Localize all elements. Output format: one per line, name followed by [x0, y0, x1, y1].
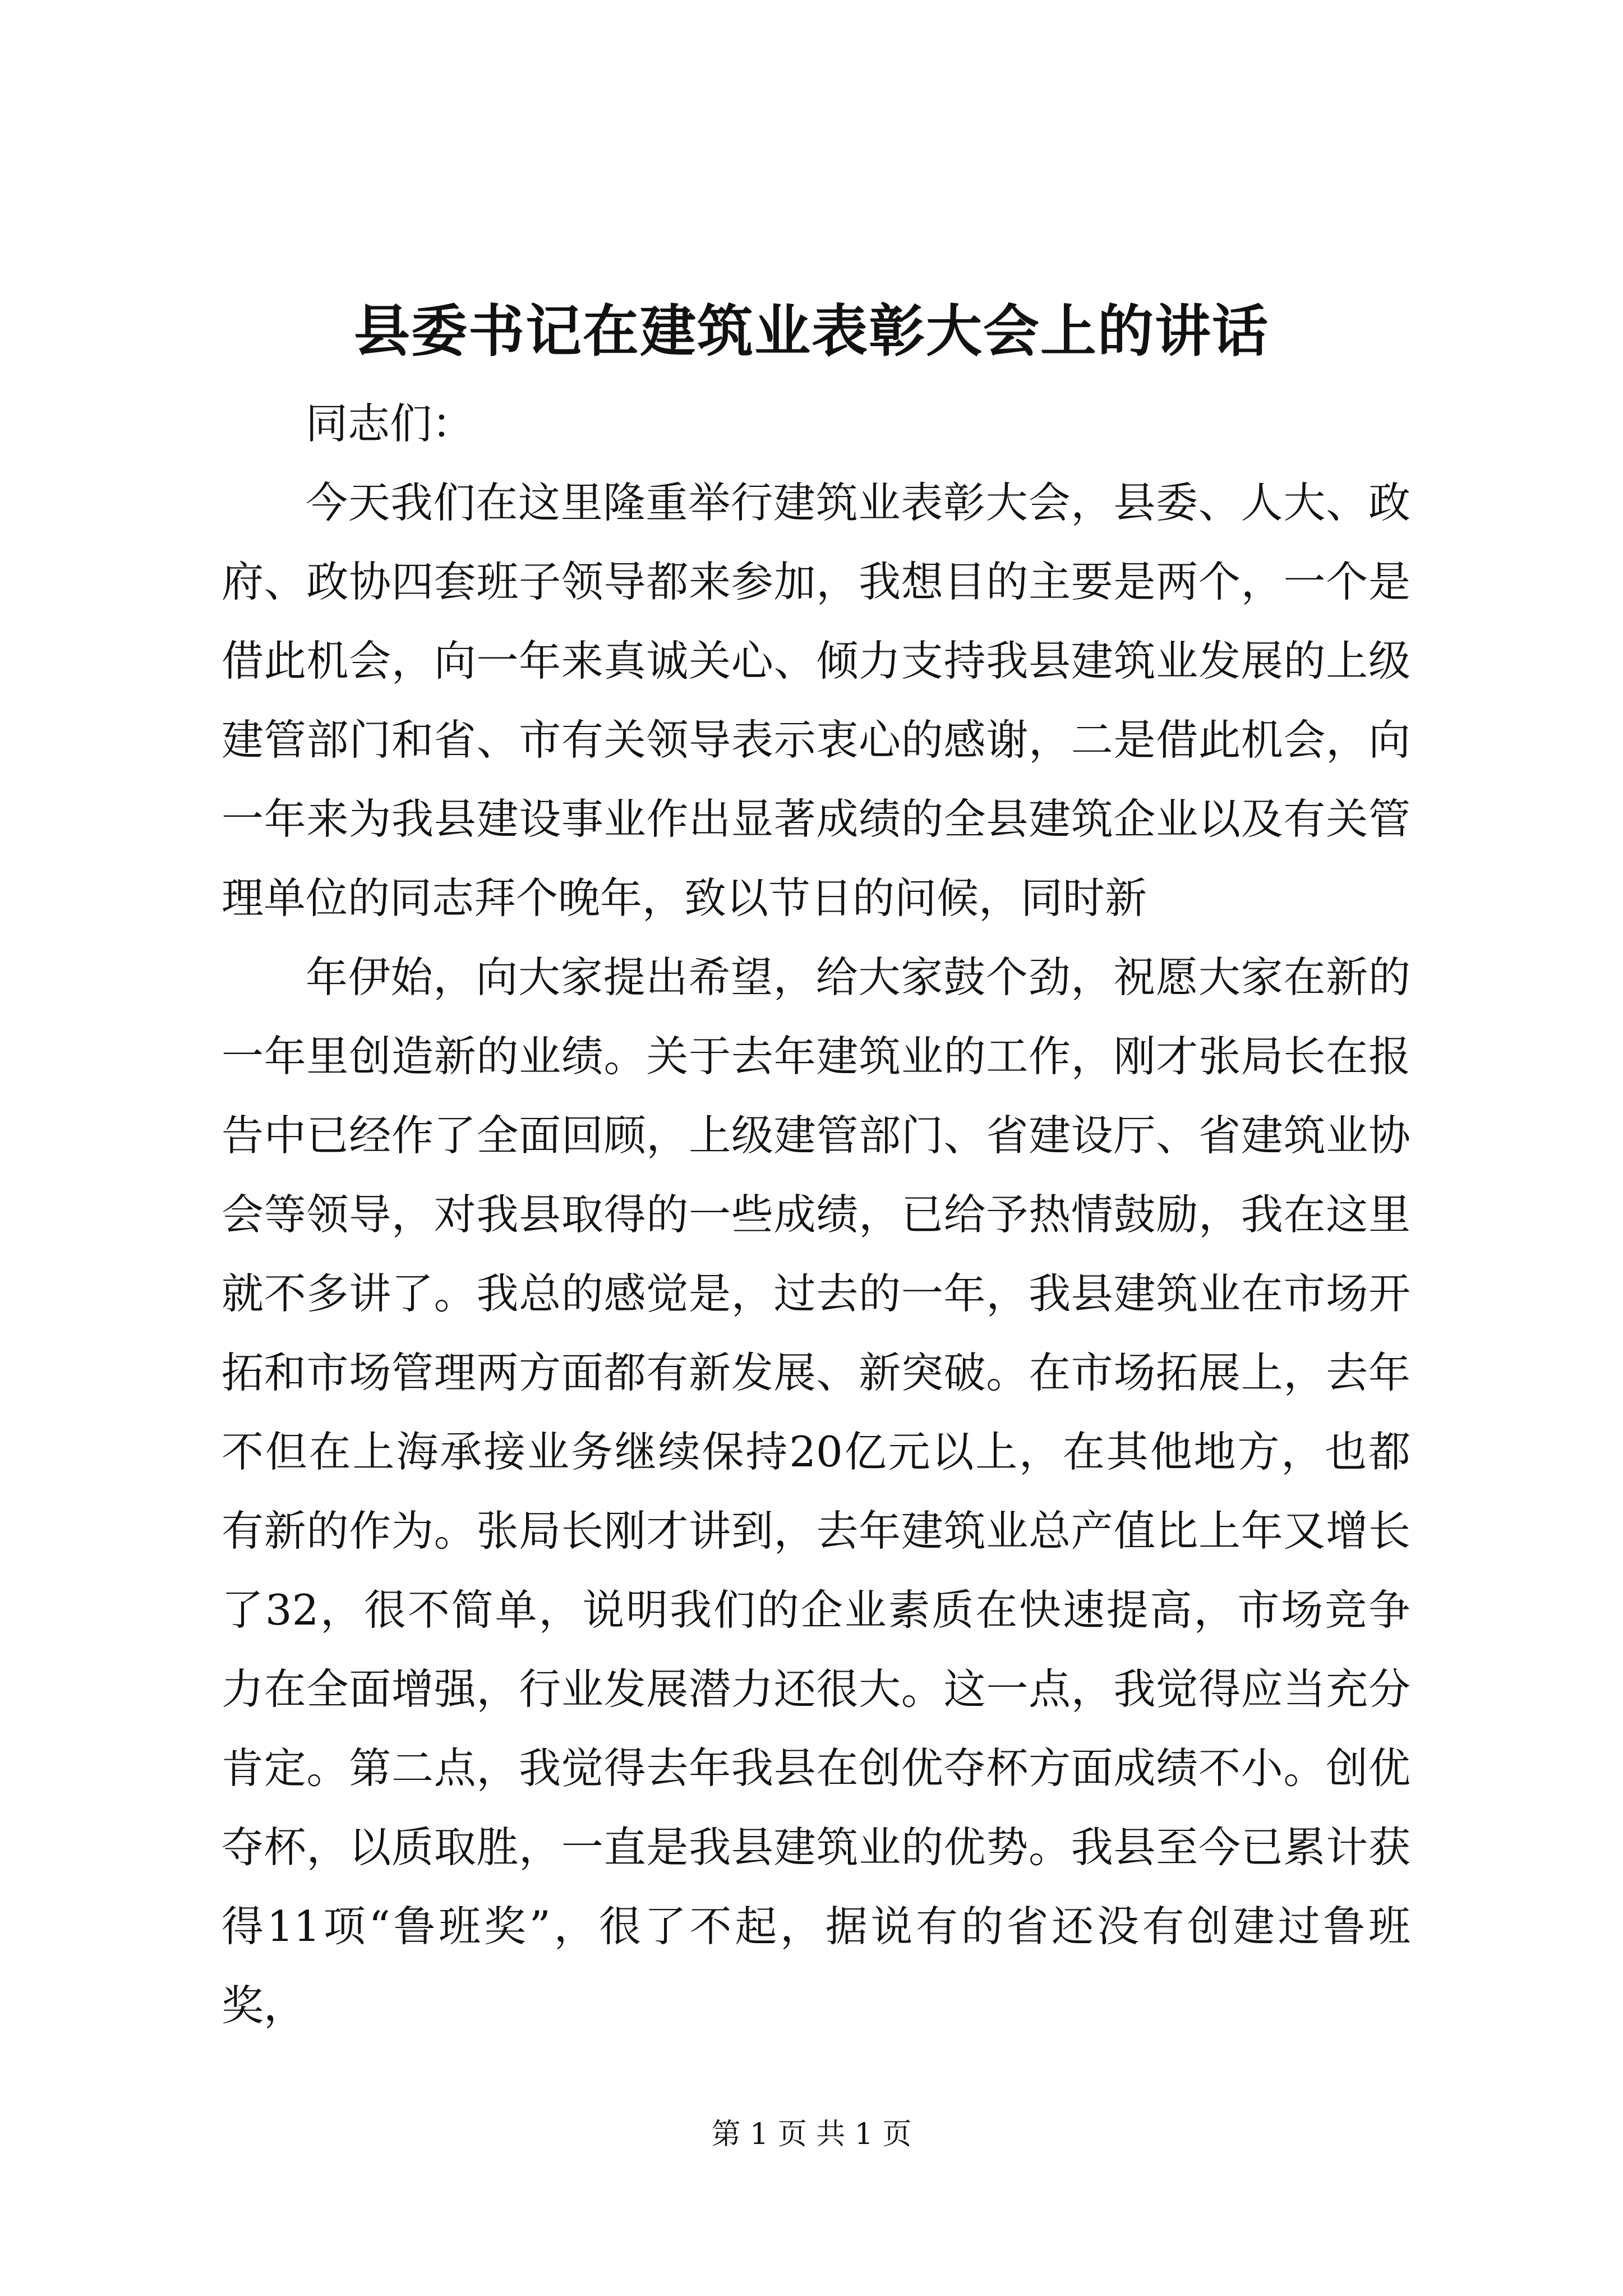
paragraph-1: 今天我们在这里隆重举行建筑业表彰大会，县委、人大、政府、政协四套班子领导都来参加，我想目的主要是两个，一个是借此机会，向一年来真诚关心、倾力支持我县建筑业发展的上级建管部门和省、市有关领导表示衷心的感谢，二是借此机会，向一年来为我县建设事业作出显著成绩的全县建筑企业以及有关管理单位的同志拜个晚年，致以节日的问候，同时新: [222, 478, 1410, 923]
document-title: 县委书记在建筑业表彰大会上的讲话: [354, 298, 1269, 364]
document-body: [222, 384, 1410, 2045]
page-number-footer: 第 1 页 共 1 页: [711, 2118, 912, 2151]
paragraph-2: 年伊始，向大家提出希望，给大家鼓个劲，祝愿大家在新的一年里创造新的业绩。关于去年建筑业的工作，刚才张局长在报告中已经作了全面回顾，上级建管部门、省建设厅、省建筑业协会等领导，对我县取得的一些成绩，已给予热情鼓励，我在这里就不多讲了。我总的感觉是，过去的一年，我县建筑业在市场开拓和市场管理两方面都有新发展、新突破。在市场拓展上，去年不但在上海承接业务继续保持20亿元以上，在其他地方，也都有新的作为。张局长刚才讲到，去年建筑业总产值比上年又增长了32，很不简单，说明我们的企业素质在快速提高，市场竞争力在全面增强，行业发展潜力还很大。这一点，我觉得应当充分肯定。第二点，我觉得去年我县在创优夺杯方面成绩不小。创优夺杯，以质取胜，一直是我县建筑业的优势。我县至今已累计获得11项“鲁班奖”，很了不起，据说有的省还没有创建过鲁班奖，: [222, 953, 1410, 2030]
salutation: 同志们：: [306, 399, 474, 448]
